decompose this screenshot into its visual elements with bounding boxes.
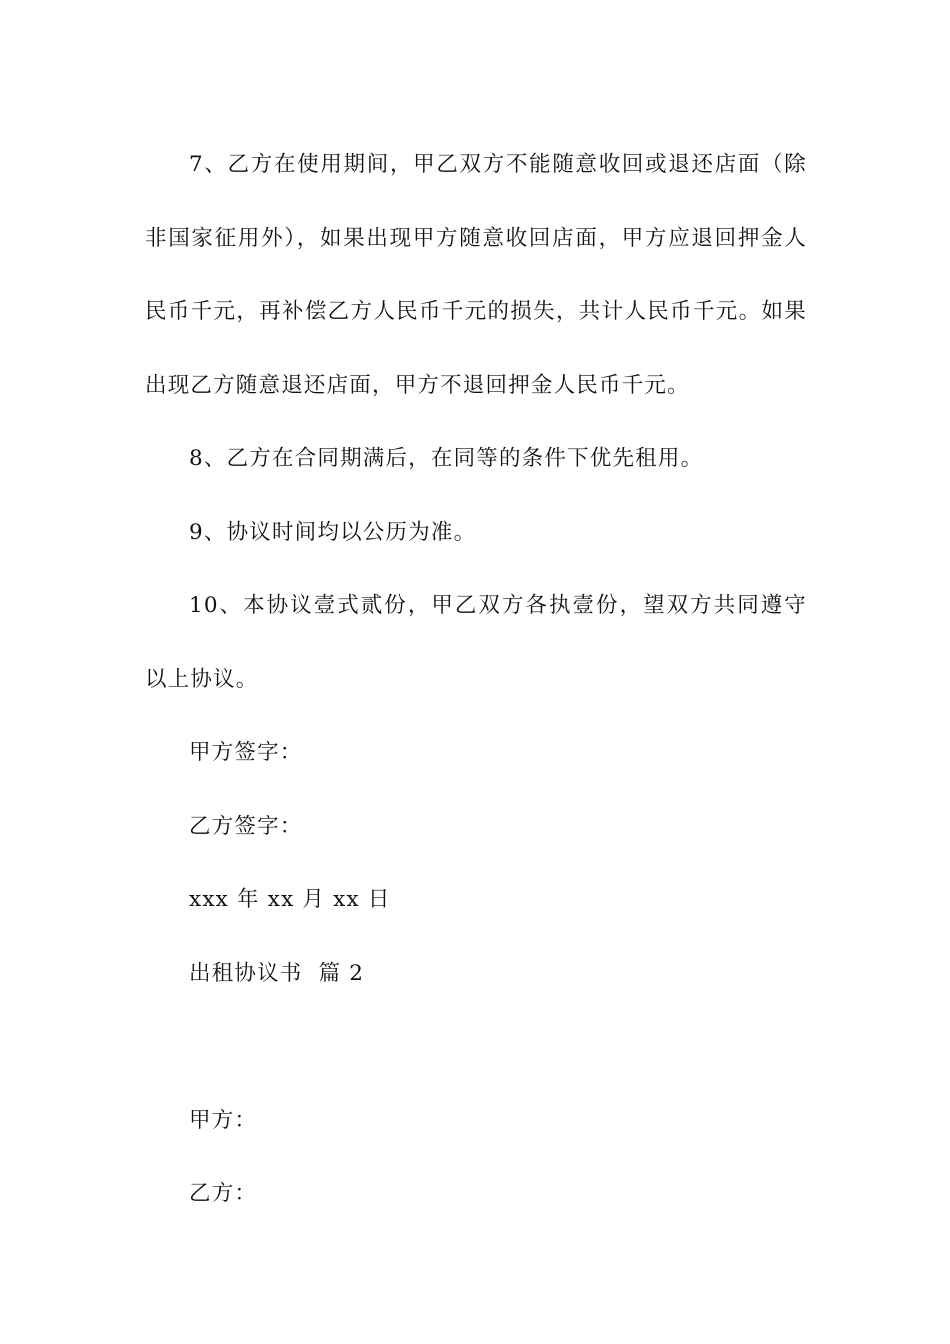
section-title: 出租协议书 篇 2 <box>189 960 365 986</box>
party-b-label: 乙方： <box>189 1181 258 1206</box>
signature-party-b: 乙方签字： <box>189 813 303 839</box>
clause-9: 9、协议时间均以公历为准。 <box>189 519 477 545</box>
clause-7: 7、乙方在使用期间，甲乙双方不能随意收回或退还店面（除非国家征用外），如果出现甲方随意收回店面，甲方应退回押金人民币千元，再补偿乙方人民币千元的损失，共计人民币千元。如果出现乙方随意退还店面，甲方不退回押金人民币千元。 <box>145 152 807 398</box>
clause-10: 10、本协议壹式贰份，甲乙双方各执壹份，望双方共同遵守以上协议。 <box>145 593 807 692</box>
party-a-label: 甲方： <box>189 1107 258 1133</box>
clause-8: 8、乙方在合同期满后，在同等的条件下优先租用。 <box>189 446 704 471</box>
blank-line <box>145 1010 807 1084</box>
signature-party-a: 甲方签字： <box>189 740 303 765</box>
document-body <box>145 128 807 1231</box>
signing-date: xxx 年 xx 月 xx 日 <box>189 887 391 912</box>
